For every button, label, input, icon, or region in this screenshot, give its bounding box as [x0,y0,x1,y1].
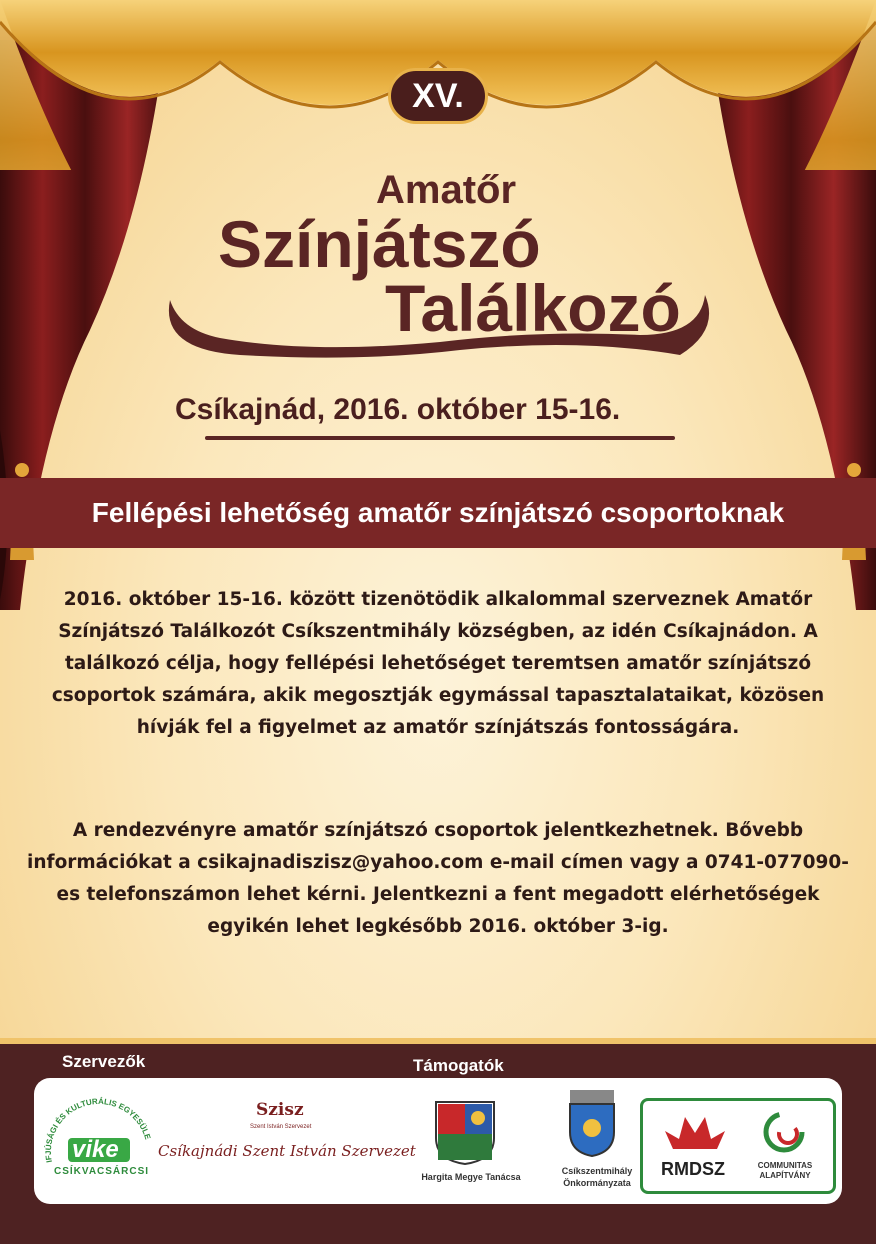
edition-badge: XV. [388,68,488,124]
csikszentmihaly-crest-icon [566,1088,618,1158]
title-line-1: Amatőr [376,168,517,212]
communitas-line-2: ALAPÍTVÁNY [759,1171,811,1180]
vike-logo [40,1092,158,1192]
rmdsz-tulip-icon [663,1111,727,1151]
vike-arc-text: IFJÚSÁGI ÉS KULTURÁLIS EGYESÜLE [43,1096,153,1164]
csikszentmihaly-logo [552,1088,642,1198]
hargita-logo [406,1100,521,1196]
title-line-2: Színjátszó [218,207,541,281]
csikszentmihaly-caption-1: Csíkszentmihály [561,1166,633,1176]
vike-place: CSÍKVACSÁRCSI [54,1166,150,1177]
rmdsz-communitas-logo [640,1098,836,1194]
banner: Fellépési lehetőség amatőr színjátszó csoportoknak [0,478,876,548]
supporters-label: Támogatók [413,1056,504,1075]
paragraph-2: A rendezvényre amatőr színjátszó csoportok jelentkezhetnek. Bővebb információkat a csikajnadiszisz@yahoo.com e-mail címen vagy a 0741-077090-es telefonszámon lehet kérni. Jelentkezni a fent megadott elérhetőségek egyikén lehet legkésőbb 2016. október 3-ig. [27,820,849,937]
sponsors-box [34,1078,842,1204]
szisz-name: Csíkajnádi Szent István Szervezet [158,1142,416,1160]
date-underline [205,436,675,440]
organizers-label: Szervezők [62,1052,146,1071]
paragraph-1: 2016. október 15-16. között tizenötödik alkalommal szerveznek Amatőr Színjátszó Találkozót Csíkszentmihály községben, az idén Csíkajnádon. A találkozó célja, hogy fellépési lehetőséget teremtsen amatőr színjátszó csoportok számára, akik megosztják egymással tapasztalataikat, közösen hívják fel a figyelmet az amatőr színjátszás fontosságára. [51,589,825,738]
vike-name: vike [72,1136,119,1163]
hargita-caption: Hargita Megye Tanácsa [421,1172,521,1182]
szisz-mark: Szisz [256,1100,304,1120]
hargita-shield-icon [434,1100,496,1166]
rmdsz-label: RMDSZ [661,1159,725,1179]
title-line-3: Találkozó [385,271,681,345]
communitas-line-1: COMMUNITAS [757,1161,813,1170]
communitas-emblem-icon [761,1109,807,1155]
szisz-logo [158,1098,416,1188]
place-date: Csíkajnád, 2016. október 15-16. [175,393,621,426]
csikszentmihaly-caption-2: Önkormányzata [563,1178,631,1188]
szisz-tagline: Szent István Szervezet [250,1124,312,1130]
